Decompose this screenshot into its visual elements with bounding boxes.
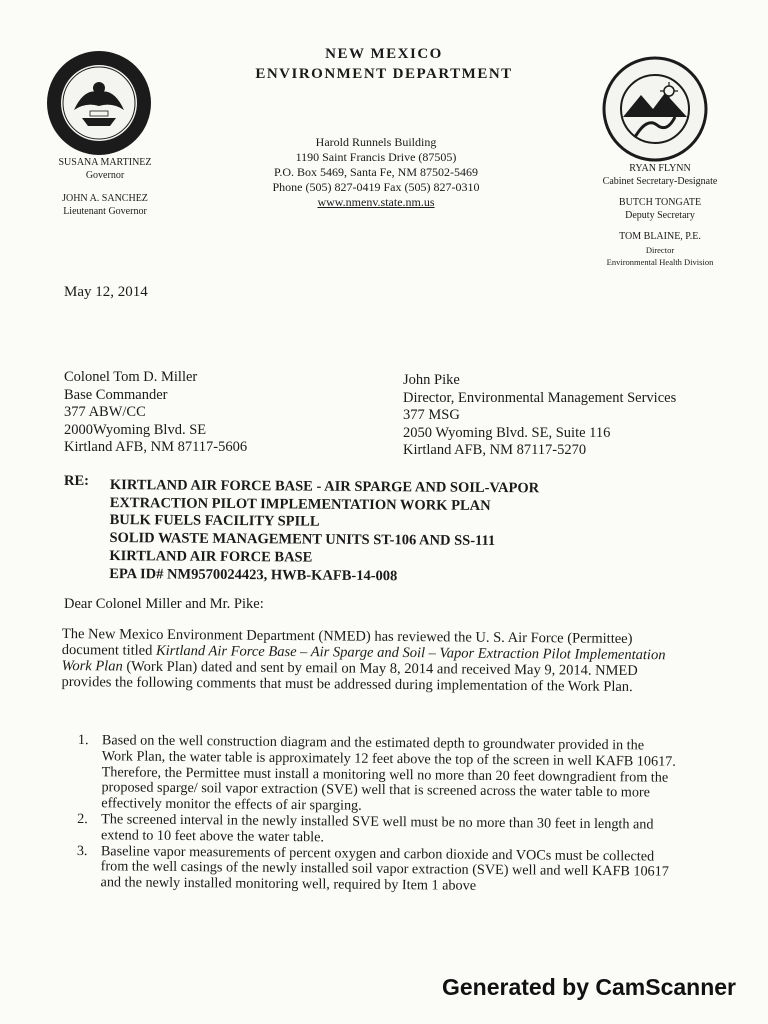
recipient-line: Kirtland AFB, NM 87117-5606 — [64, 439, 248, 455]
recipient-line: Director, Environmental Management Services — [403, 389, 677, 406]
officials-left — [40, 156, 170, 218]
official-name: JOHN A. SANCHEZ — [62, 193, 148, 204]
official-name: RYAN FLYNN — [629, 163, 691, 174]
subject-line: BULK FUELS FACILITY SPILL — [109, 512, 320, 531]
re-label: RE: — [64, 473, 89, 489]
body-text-b: (Work Plan) dated and sent by email on May 8, 2014 and received May 9, 2014. NMED provides the following comments that must be addressed during implementation of the Work Plan. — [61, 658, 638, 695]
recipient-right — [403, 372, 676, 460]
official-name: TOM BLAINE, P.E. — [619, 231, 701, 242]
list-item — [77, 733, 678, 818]
subject-line: EXTRACTION PILOT IMPLEMENTATION WORK PLAN — [109, 494, 491, 514]
official-name: BUTCH TONGATE — [618, 197, 702, 208]
website-link[interactable]: www.nmenv.state.nm.us — [317, 195, 435, 209]
recipient-line: Colonel Tom D. Miller — [64, 369, 198, 385]
recipient-line: Kirtland AFB, NM 87117-5270 — [403, 442, 587, 458]
recipient-line: 377 ABW/CC — [64, 404, 146, 420]
official-name: SUSANA MARTINEZ — [58, 157, 152, 168]
agency-line-1: NEW MEXICO — [325, 46, 443, 62]
address-line: 1190 Saint Francis Drive (87505) — [295, 150, 457, 164]
agency-name — [0, 44, 768, 84]
official-title: Deputy Secretary — [625, 209, 695, 221]
list-text: The screened interval in the newly installed SVE well must be no more than 30 feet in length and extend to 10 feet above the water table. — [100, 811, 654, 846]
letter-date: May 12, 2014 — [64, 284, 148, 300]
address-line: P.O. Box 5469, Santa Fe, NM 87502-5469 — [273, 165, 478, 179]
body-text-a: The New Mexico Environment Department (NMED) has reviewed the U. S. Air Force (Permittee) document titled — [61, 626, 633, 659]
official-division: Environmental Health Division — [606, 257, 714, 267]
subject-line: EPA ID# NM9570024423, HWB-KAFB-14-008 — [109, 565, 398, 584]
subject-line: SOLID WASTE MANAGEMENT UNITS ST-106 AND SS-111 — [109, 530, 496, 550]
recipient-left — [64, 369, 247, 457]
subject-line: KIRTLAND AIR FORCE BASE — [109, 547, 313, 566]
recipient-line: 377 MSG — [403, 407, 460, 423]
list-number: 2. — [77, 810, 88, 828]
agency-line-2: ENVIRONMENT DEPARTMENT — [255, 66, 513, 82]
list-item — [76, 844, 676, 897]
subject-block — [109, 477, 539, 587]
list-number: 3. — [76, 842, 88, 859]
official-title: Governor — [85, 170, 125, 181]
body-paragraph — [61, 626, 672, 695]
comments-list — [76, 733, 677, 897]
salutation: Dear Colonel Miller and Mr. Pike: — [64, 596, 264, 612]
recipient-line: 2000Wyoming Blvd. SE — [64, 421, 207, 438]
scanner-watermark: Generated by CamScanner — [441, 974, 736, 1000]
list-number: 1. — [77, 732, 89, 749]
officials-right — [572, 163, 748, 269]
list-text: Based on the well construction diagram and the estimated depth to groundwater provided in the Work Plan, the water table is approximately 12 feet above the top of the screen in well KAFB 10617. Therefore, the Permittee must install a monitoring well no more than 20 feet downgradient from the proposed sparge/ soil vapor extraction (SVE) well that is screened across the water table to more effectively monitor the effects of air sparging. — [101, 732, 676, 814]
recipient-line: John Pike — [403, 372, 460, 388]
document-title: Kirtland Air Force Base – Air Sparge and Soil – Vapor Extraction Pilot Implementation Work Plan — [61, 642, 666, 675]
recipient-line: 2050 Wyoming Blvd. SE, Suite 116 — [403, 424, 611, 441]
official-title: Director — [645, 244, 675, 255]
recipient-line: Base Commander — [64, 386, 168, 403]
address-line: Phone (505) 827-0419 Fax (505) 827-0310 — [272, 180, 480, 194]
subject-line: KIRTLAND AIR FORCE BASE - AIR SPARGE AND SOIL-VAPOR — [109, 477, 540, 497]
list-text: Baseline vapor measurements of percent oxygen and carbon dioxide and VOCs must be collected from the well casings of the newly installed soil vapor extraction (SVE) well and well KAFB 10617 and the newly installed monitoring well, required by Item 1 above — [100, 842, 669, 894]
official-title: Cabinet Secretary-Designate — [602, 175, 718, 187]
official-title: Lieutenant Governor — [63, 206, 147, 217]
address-line: Harold Runnels Building — [315, 135, 437, 149]
